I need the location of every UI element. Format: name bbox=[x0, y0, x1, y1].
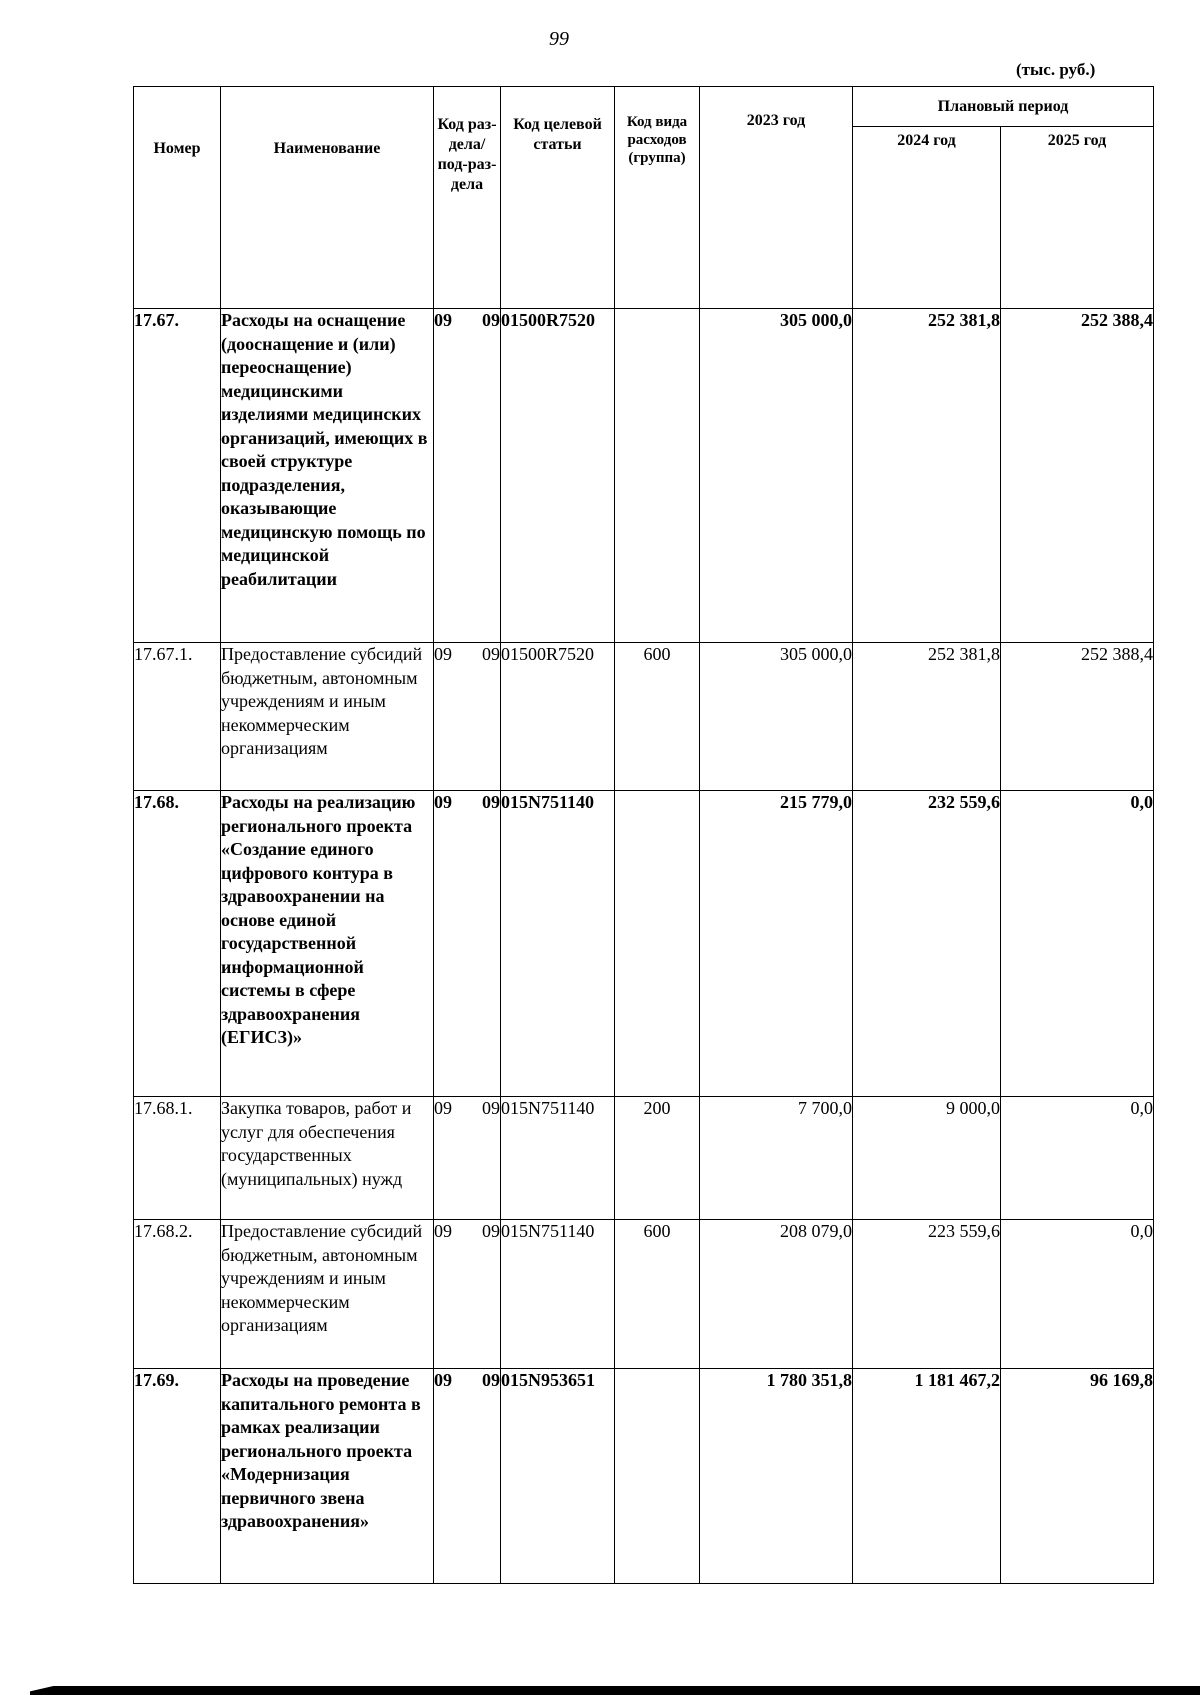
row-section-code bbox=[434, 309, 501, 643]
row-amount-2024: 252 381,8 bbox=[853, 309, 1001, 643]
row-section-code bbox=[434, 1369, 501, 1584]
row-amount-2023: 305 000,0 bbox=[700, 309, 853, 643]
table-row bbox=[134, 1097, 1154, 1220]
section-code: 09 bbox=[434, 1370, 452, 1390]
row-expense-code bbox=[615, 791, 700, 1097]
row-target-code: 01500R7520 bbox=[501, 309, 615, 643]
row-number: 17.68. bbox=[134, 791, 221, 1097]
header-expense-code: Код вида расходов (группа) bbox=[615, 87, 700, 309]
row-expense-code: 600 bbox=[615, 1220, 700, 1369]
row-name: Расходы на реализацию регионального проекта «Создание единого цифрового контура в здравоохранении на основе единой государственной информационной системы в сфере здравоохранения (ЕГИСЗ)» bbox=[221, 791, 434, 1097]
subsection-code: 09 bbox=[482, 1098, 500, 1118]
section-code: 09 bbox=[434, 1221, 452, 1241]
row-name: Предоставление субсидий бюджетным, автономным учреждениям и иным некоммерческим организациям bbox=[221, 1220, 434, 1369]
row-expense-code bbox=[615, 309, 700, 643]
header-number: Номер bbox=[134, 87, 221, 309]
header-target-code: Код целевой статьи bbox=[501, 87, 615, 309]
row-amount-2023: 7 700,0 bbox=[700, 1097, 853, 1220]
row-name: Расходы на оснащение (дооснащение и (или) переоснащение) медицинскими изделиями медицинских организаций, имеющих в своей структуре подразделения, оказывающие медицинскую помощь по медицинской реабилитации bbox=[221, 309, 434, 643]
table-row bbox=[134, 791, 1154, 1097]
table-row bbox=[134, 1369, 1154, 1584]
row-amount-2024: 1 181 467,2 bbox=[853, 1369, 1001, 1584]
row-amount-2024: 252 381,8 bbox=[853, 643, 1001, 791]
header-2025: 2025 год bbox=[1001, 127, 1154, 309]
subsection-code: 09 bbox=[482, 1370, 500, 1390]
row-amount-2024: 232 559,6 bbox=[853, 791, 1001, 1097]
section-code: 09 bbox=[434, 792, 452, 812]
subsection-code: 09 bbox=[482, 644, 500, 664]
row-number: 17.67. bbox=[134, 309, 221, 643]
subsection-code: 09 bbox=[482, 310, 500, 330]
row-amount-2025: 0,0 bbox=[1001, 1097, 1154, 1220]
row-amount-2023: 305 000,0 bbox=[700, 643, 853, 791]
row-amount-2023: 215 779,0 bbox=[700, 791, 853, 1097]
subsection-code: 09 bbox=[482, 792, 500, 812]
header-name: Наименование bbox=[221, 87, 434, 309]
header-section-code: Код раз-дела/под-раз-дела bbox=[434, 87, 501, 309]
header-planned-period: Плановый период bbox=[853, 87, 1154, 127]
row-name: Закупка товаров, работ и услуг для обеспечения государственных (муниципальных) нужд bbox=[221, 1097, 434, 1220]
row-amount-2023: 208 079,0 bbox=[700, 1220, 853, 1369]
header-2023: 2023 год bbox=[700, 87, 853, 309]
page-number: 99 bbox=[549, 28, 569, 50]
row-expense-code bbox=[615, 1369, 700, 1584]
table-row bbox=[134, 309, 1154, 643]
row-expense-code: 200 bbox=[615, 1097, 700, 1220]
row-number: 17.67.1. bbox=[134, 643, 221, 791]
row-section-code bbox=[434, 1097, 501, 1220]
row-amount-2024: 223 559,6 bbox=[853, 1220, 1001, 1369]
row-amount-2025: 0,0 bbox=[1001, 1220, 1154, 1369]
row-amount-2025: 252 388,4 bbox=[1001, 309, 1154, 643]
row-section-code bbox=[434, 791, 501, 1097]
row-amount-2023: 1 780 351,8 bbox=[700, 1369, 853, 1584]
section-code: 09 bbox=[434, 644, 452, 664]
budget-table bbox=[133, 86, 1154, 1584]
row-amount-2025: 252 388,4 bbox=[1001, 643, 1154, 791]
row-name: Предоставление субсидий бюджетным, автономным учреждениям и иным некоммерческим организациям bbox=[221, 643, 434, 791]
table-body bbox=[134, 309, 1154, 1584]
row-section-code bbox=[434, 643, 501, 791]
row-number: 17.68.2. bbox=[134, 1220, 221, 1369]
section-code: 09 bbox=[434, 1098, 452, 1118]
row-name: Расходы на проведение капитального ремонта в рамках реализации регионального проекта «Модернизация первичного звена здравоохранения» bbox=[221, 1369, 434, 1584]
row-target-code: 015N751140 bbox=[501, 1220, 615, 1369]
table-header bbox=[134, 87, 1154, 309]
row-section-code bbox=[434, 1220, 501, 1369]
row-amount-2024: 9 000,0 bbox=[853, 1097, 1001, 1220]
scan-edge-bar bbox=[30, 1686, 1200, 1695]
row-amount-2025: 0,0 bbox=[1001, 791, 1154, 1097]
row-number: 17.68.1. bbox=[134, 1097, 221, 1220]
subsection-code: 09 bbox=[482, 1221, 500, 1241]
row-target-code: 015N751140 bbox=[501, 1097, 615, 1220]
row-amount-2025: 96 169,8 bbox=[1001, 1369, 1154, 1584]
section-code: 09 bbox=[434, 310, 452, 330]
table-row bbox=[134, 643, 1154, 791]
row-target-code: 01500R7520 bbox=[501, 643, 615, 791]
row-target-code: 015N953651 bbox=[501, 1369, 615, 1584]
row-expense-code: 600 bbox=[615, 643, 700, 791]
units-label: (тыс. руб.) bbox=[1016, 60, 1096, 79]
row-target-code: 015N751140 bbox=[501, 791, 615, 1097]
row-number: 17.69. bbox=[134, 1369, 221, 1584]
table-row bbox=[134, 1220, 1154, 1369]
header-2024: 2024 год bbox=[853, 127, 1001, 309]
